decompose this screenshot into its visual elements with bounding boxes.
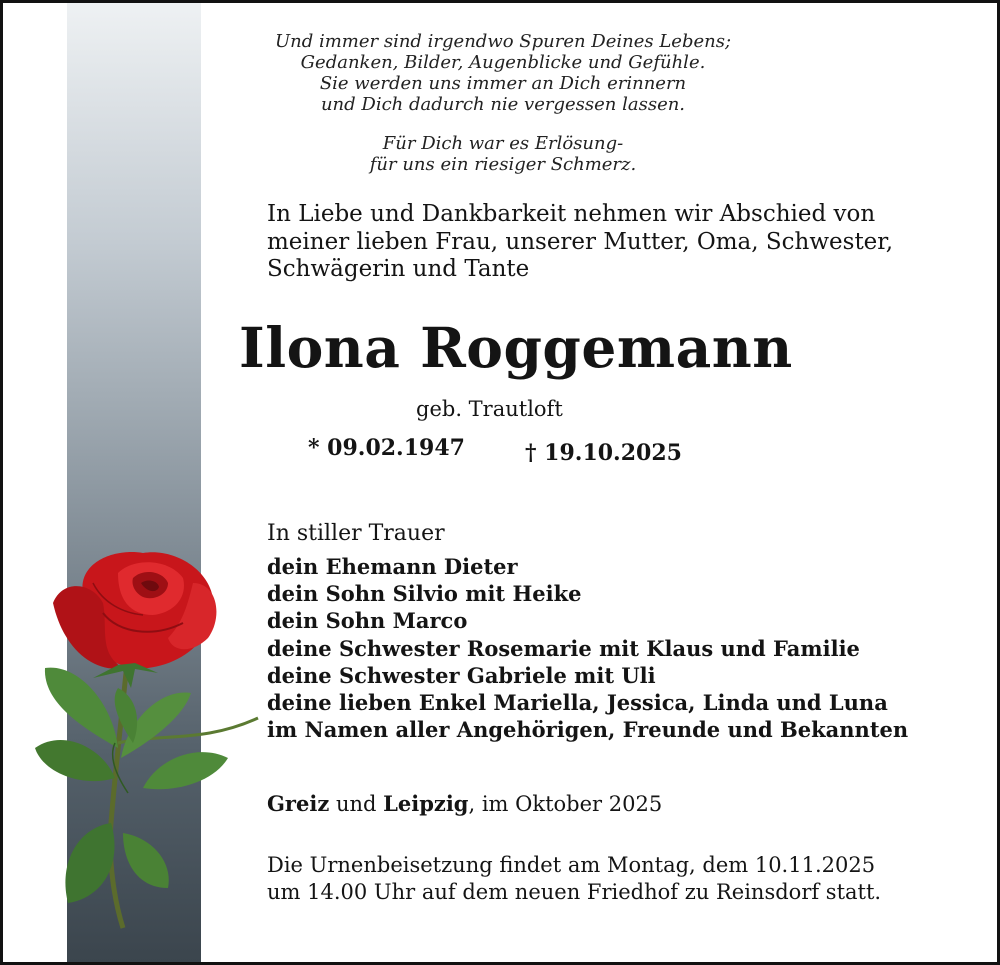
- poem-line: Und immer sind irgendwo Spuren Deines Lebens;: [274, 31, 732, 52]
- mourner: dein Sohn Silvio mit Heike: [267, 581, 582, 607]
- birth-date: * 09.02.1947: [308, 435, 465, 461]
- deceased-name: Ilona Roggemann: [239, 315, 793, 380]
- place-date: , im Oktober 2025: [468, 792, 663, 816]
- death-date: † 19.10.2025: [525, 440, 682, 466]
- poem-stanza-1: [203, 31, 803, 115]
- poem-line: und Dich dadurch nie vergessen lassen.: [320, 94, 686, 115]
- mourner: deine lieben Enkel Mariella, Jessica, Linda und Luna: [267, 690, 888, 716]
- intro-line: meiner lieben Frau, unserer Mutter, Oma, Schwester,: [267, 228, 894, 255]
- mourner: deine Schwester Gabriele mit Uli: [267, 662, 656, 688]
- rose-icon: [23, 543, 273, 933]
- burial-line: um 14.00 Uhr auf dem neuen Friedhof zu Reinsdorf statt.: [267, 880, 882, 904]
- burial-info: [267, 852, 881, 906]
- city-leipzig: Leipzig: [383, 791, 469, 816]
- mourner: im Namen aller Angehörigen, Freunde und Bekannten: [267, 717, 909, 743]
- place-conjunction: und: [329, 792, 384, 816]
- poem-line: für uns ein riesiger Schmerz.: [369, 154, 637, 175]
- city-greiz: Greiz: [267, 791, 330, 816]
- mourner: dein Sohn Marco: [267, 608, 468, 634]
- farewell-intro: [267, 201, 893, 284]
- burial-line: Die Urnenbeisetzung findet am Montag, dem 10.11.2025: [267, 853, 876, 877]
- poem-stanza-2: [203, 133, 803, 175]
- intro-line: In Liebe und Dankbarkeit nehmen wir Abschied von: [267, 201, 876, 227]
- mourner: deine Schwester Rosemarie mit Klaus und Familie: [267, 635, 860, 661]
- poem-line: Gedanken, Bilder, Augenblicke und Gefühle.: [300, 52, 706, 73]
- place-and-date: [267, 791, 662, 816]
- intro-line: Schwägerin und Tante: [267, 256, 530, 282]
- poem-line: Für Dich war es Erlösung-: [382, 133, 624, 154]
- mourning-intro: In stiller Trauer: [267, 521, 445, 546]
- maiden-name: geb. Trautloft: [416, 397, 563, 421]
- mourners-list: [267, 553, 908, 743]
- poem-line: Sie werden uns immer an Dich erinnern: [319, 73, 687, 94]
- mourner: dein Ehemann Dieter: [267, 554, 518, 579]
